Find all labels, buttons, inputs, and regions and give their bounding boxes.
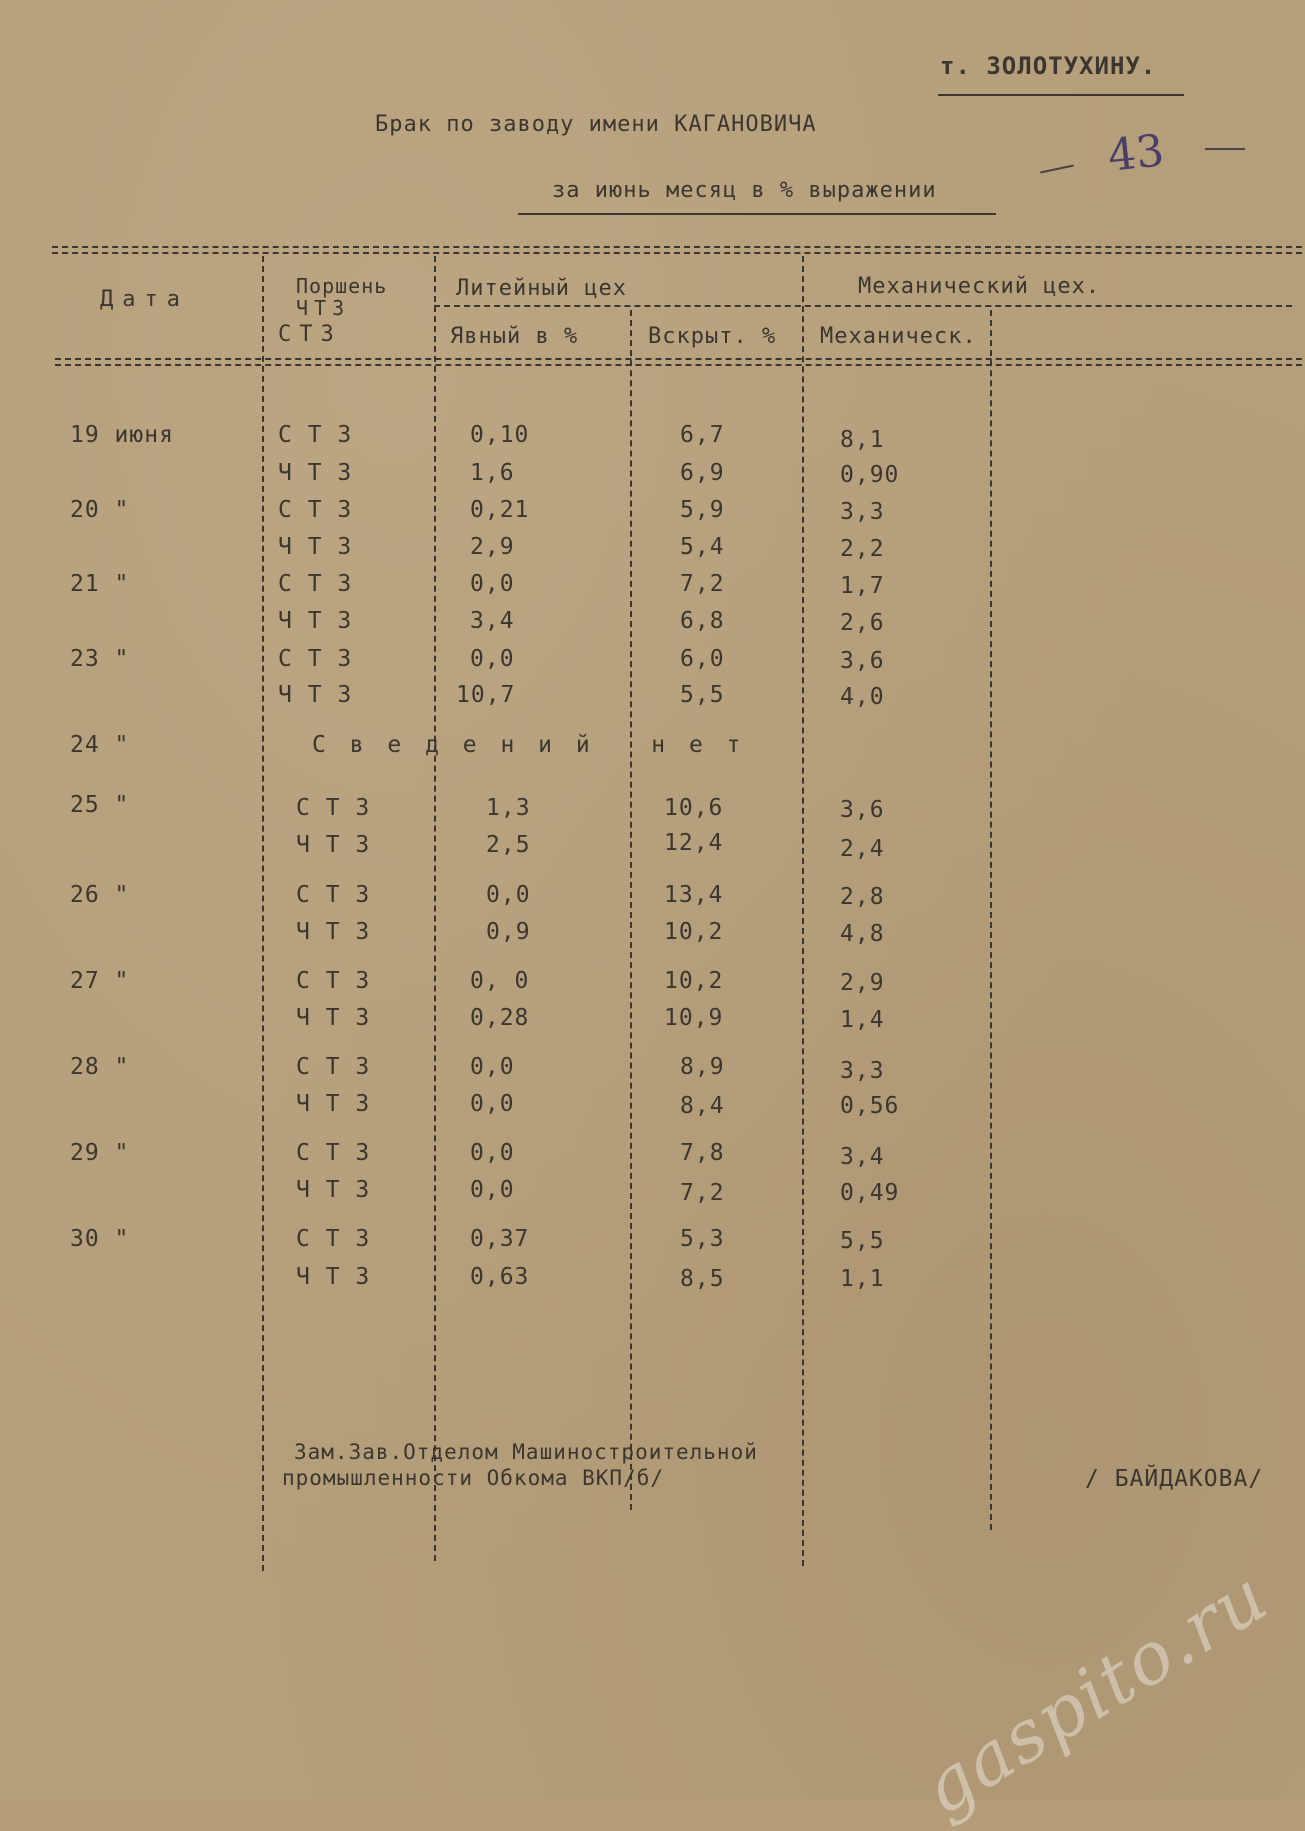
row-visible: 0,9 [486, 919, 531, 945]
header-foundry-visible: Явный в % [450, 324, 579, 349]
row-hidden: 6,8 [680, 608, 725, 634]
row-plant: Ч Т З [296, 919, 371, 945]
row-visible: 0,0 [470, 571, 515, 597]
row-mech: 3,3 [840, 499, 885, 525]
row-visible: 3,4 [470, 608, 515, 634]
row-date: 24 " [70, 732, 130, 758]
header-mech-shop: Механический цех. [858, 274, 1101, 299]
row-mech: 2,2 [840, 536, 885, 562]
row-hidden: 8,9 [680, 1054, 725, 1080]
row-visible: 0,0 [470, 1140, 515, 1166]
addressee: т. ЗОЛОТУХИНУ. [940, 52, 1157, 80]
row-plant: Ч Т З [296, 832, 371, 858]
row-hidden: 13,4 [664, 882, 724, 908]
row-mech: 3,4 [840, 1144, 885, 1170]
row-mech: 4,0 [840, 684, 885, 710]
column-divider-mech [802, 256, 804, 1566]
row-visible: 10,7 [456, 682, 516, 708]
pencil-mark [1040, 164, 1074, 173]
row-hidden: 6,9 [680, 460, 725, 486]
row-visible: 0,0 [470, 1054, 515, 1080]
row-visible: 0,28 [470, 1005, 530, 1031]
row-plant: Ч Т З [296, 1091, 371, 1117]
row-plant: С Т З [278, 422, 353, 448]
table-top-rule-double [52, 252, 1302, 256]
row-mech: 2,9 [840, 970, 885, 996]
signature-name: / БАЙДАКОВА/ [1085, 1466, 1264, 1492]
row-visible: 1,6 [470, 460, 515, 486]
row-visible: 0,21 [470, 497, 530, 523]
row-hidden: 5,9 [680, 497, 725, 523]
row-date: 30 " [70, 1226, 130, 1252]
row-hidden: 7,2 [680, 571, 725, 597]
row-mech: 3,6 [840, 648, 885, 674]
header-piston: Поршень [296, 274, 388, 298]
header-bottom-rule-double [55, 364, 1302, 368]
row-date: 29 " [70, 1140, 130, 1166]
row-visible: 2,9 [470, 534, 515, 560]
row-plant: Ч Т З [296, 1005, 371, 1031]
row-plant: Ч Т З [278, 534, 353, 560]
row-plant: Ч Т З [296, 1264, 371, 1290]
header-mech: Механическ. [820, 324, 977, 349]
title-line-1: Брак по заводу имени КАГАНОВИЧА [375, 112, 817, 137]
row-date: 19 июня [70, 422, 174, 448]
row-mech: 5,5 [840, 1228, 885, 1254]
header-piston-chtz: ЧТЗ [296, 296, 351, 320]
row-mech: 1,4 [840, 1007, 885, 1033]
row-plant: С Т З [296, 968, 371, 994]
row-hidden: 5,3 [680, 1226, 725, 1252]
header-piston-stz: СТЗ [278, 322, 342, 347]
pencil-mark [1205, 148, 1245, 150]
row-plant: С Т З [296, 882, 371, 908]
signature-title-line-1: Зам.Зав.Отделом Машиностроительной [294, 1440, 758, 1464]
row-date: 20 " [70, 497, 130, 523]
row-plant: Ч Т З [278, 608, 353, 634]
addressee-underline [938, 94, 1184, 96]
row-plant: С Т З [296, 1054, 371, 1080]
signature-title-line-2: промышленности Обкома ВКП/б/ [282, 1466, 665, 1490]
row-visible: 0,0 [470, 1091, 515, 1117]
row-hidden: 6,7 [680, 422, 725, 448]
row-date: 25 " [70, 792, 130, 818]
row-visible: 0,0 [470, 646, 515, 672]
row-visible: 0,37 [470, 1226, 530, 1252]
row-hidden: 5,4 [680, 534, 725, 560]
header-bottom-rule [55, 358, 1302, 362]
row-mech: 0,49 [840, 1180, 900, 1206]
column-divider-piston [434, 256, 436, 1561]
row-hidden: 8,4 [680, 1093, 725, 1119]
header-foundry: Литейный цех [456, 276, 627, 301]
row-mech: 1,7 [840, 573, 885, 599]
row-date: 23 " [70, 646, 130, 672]
row-hidden: 10,9 [664, 1005, 724, 1031]
row-hidden: 10,2 [664, 919, 724, 945]
row-mech: 3,3 [840, 1058, 885, 1084]
row-mech: 2,4 [840, 836, 885, 862]
row-plant: Ч Т З [278, 460, 353, 486]
row-hidden: 12,4 [664, 830, 724, 856]
column-divider-right [990, 310, 992, 1530]
row-no-data-note: С в е д е н и й н е т [312, 732, 746, 758]
row-visible: 0, 0 [470, 968, 530, 994]
column-divider-foundry [630, 310, 632, 1510]
row-mech: 2,6 [840, 610, 885, 636]
header-date: Дата [100, 287, 189, 312]
subheader-rule [434, 305, 1292, 309]
row-visible: 0,10 [470, 422, 530, 448]
row-mech: 8,1 [840, 427, 885, 453]
row-hidden: 10,6 [664, 795, 724, 821]
row-plant: С Т З [296, 795, 371, 821]
row-visible: 0,63 [470, 1264, 530, 1290]
table-top-rule [52, 246, 1302, 250]
row-visible: 1,3 [486, 795, 531, 821]
row-plant: Ч Т З [278, 682, 353, 708]
row-plant: С Т З [278, 497, 353, 523]
row-mech: 3,6 [840, 797, 885, 823]
row-plant: Ч Т З [296, 1177, 371, 1203]
row-plant: С Т З [296, 1140, 371, 1166]
row-date: 28 " [70, 1054, 130, 1080]
row-mech: 0,56 [840, 1093, 900, 1119]
row-visible: 2,5 [486, 832, 531, 858]
column-divider-date [262, 256, 264, 1571]
row-hidden: 10,2 [664, 968, 724, 994]
row-hidden: 6,0 [680, 646, 725, 672]
row-plant: С Т З [278, 571, 353, 597]
row-mech: 2,8 [840, 884, 885, 910]
title-line-2: за июнь месяц в % выражении [552, 178, 937, 203]
row-date: 21 " [70, 571, 130, 597]
header-foundry-hidden: Вскрыт. % [648, 324, 777, 349]
row-date: 27 " [70, 968, 130, 994]
row-hidden: 7,2 [680, 1180, 725, 1206]
row-plant: С Т З [296, 1226, 371, 1252]
row-plant: С Т З [278, 646, 353, 672]
row-hidden: 7,8 [680, 1140, 725, 1166]
handwritten-page-number: 43 [1105, 125, 1167, 182]
title-underline [518, 213, 996, 215]
row-date: 26 " [70, 882, 130, 908]
row-mech: 0,90 [840, 462, 900, 488]
row-visible: 0,0 [470, 1177, 515, 1203]
row-mech: 1,1 [840, 1266, 885, 1292]
row-hidden: 5,5 [680, 682, 725, 708]
row-mech: 4,8 [840, 921, 885, 947]
watermark: gaspito.ru [907, 1553, 1283, 1831]
row-visible: 0,0 [486, 882, 531, 908]
row-hidden: 8,5 [680, 1266, 725, 1292]
